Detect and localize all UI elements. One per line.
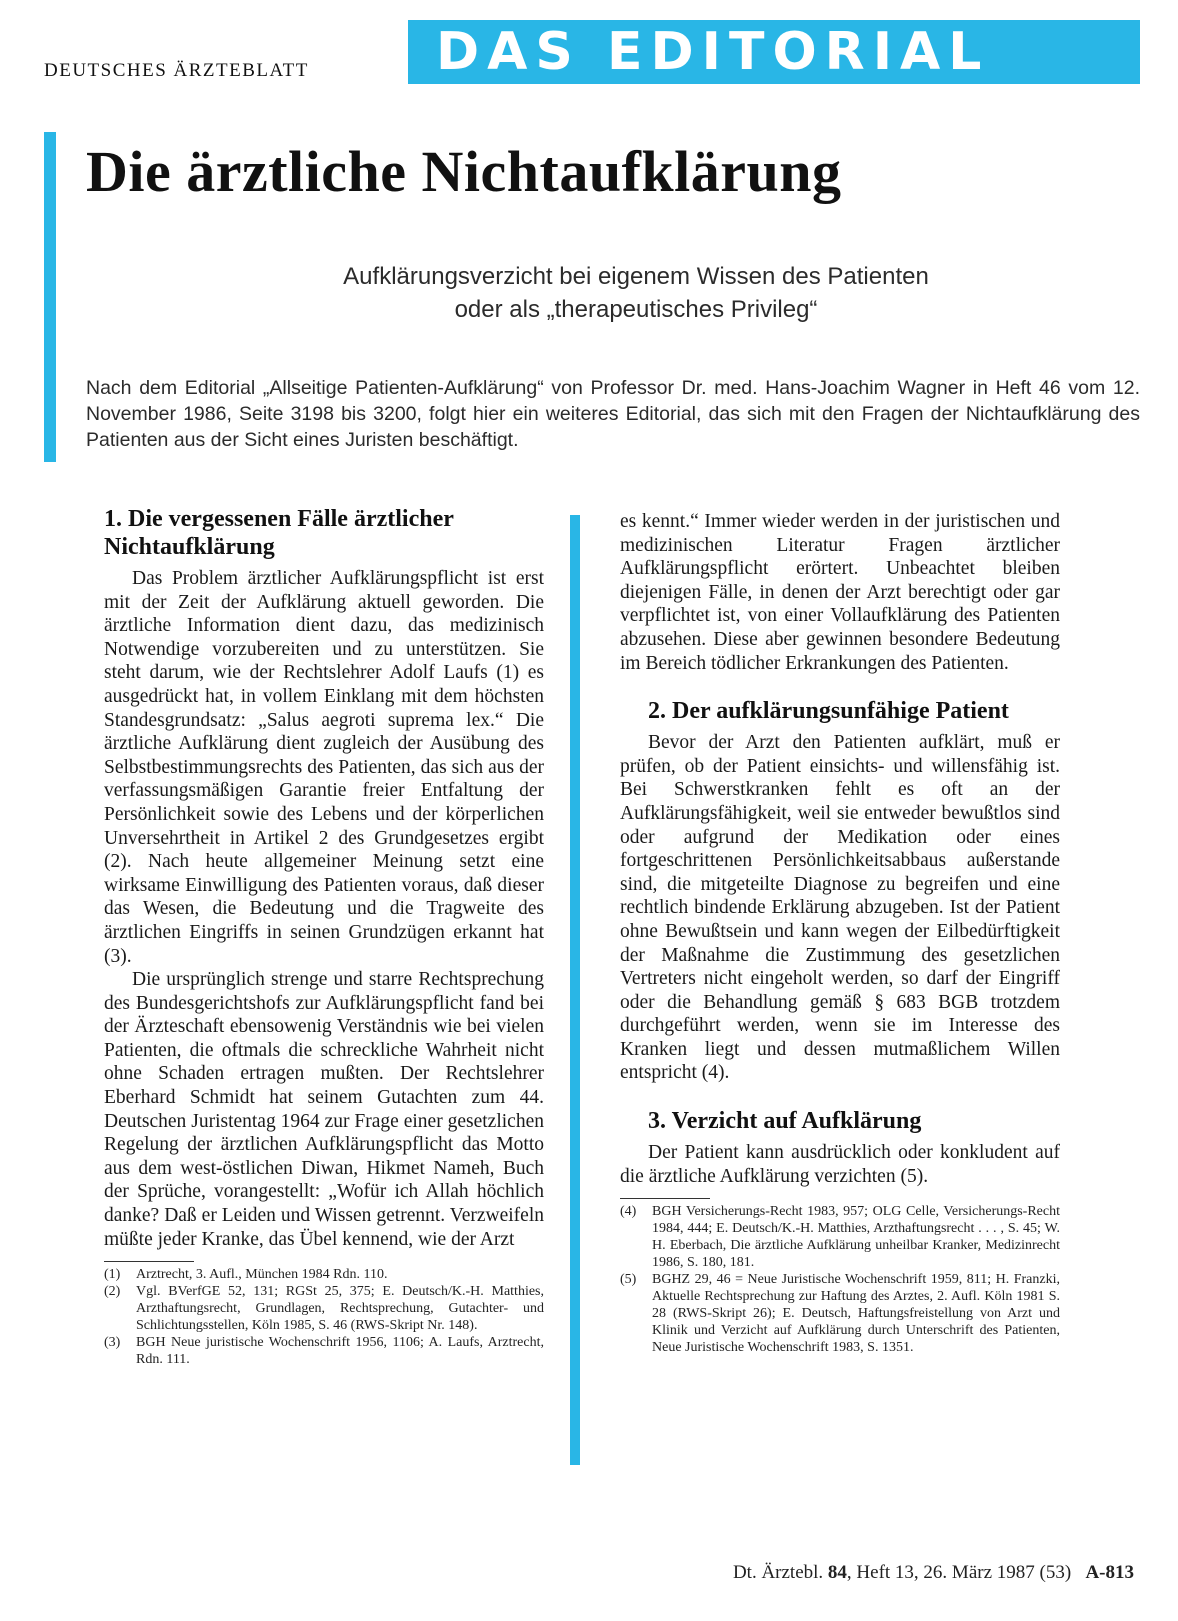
section-1-heading: 1. Die vergessenen Fälle ärztlicher Nichtaufklärung (104, 506, 454, 560)
article-title: Die ärztliche Nichtaufklärung (86, 139, 842, 204)
footer-issue: , Heft 13, 26. März 1987 (53) (846, 1562, 1072, 1583)
section-2-heading: 2. Der aufklärungsunfähige Patient (648, 698, 1009, 725)
page-footer (733, 1562, 1134, 1584)
paragraph: Bevor der Arzt den Patienten aufklärt, muß er prüfen, ob der Patient einsichts- und willensfähig ist. Bei Schwerstkranken fehlt es oft an der Aufklärungsfähigkeit, weil sie entweder bewußtlos sind oder aufgrund der Medikation oder eines fortgeschrittenen Persönlichkeitsabbaus außerstande sind, die mitgeteilte Diagnose zu begreifen und eine rechtlich bindende Erklärung abzugeben. Ist der Patient ohne Bewußtsein und kann wegen der Eilbedürftigkeit der Maßnahme die Zustimmung des gesetzlichen Vertreters nicht eingeholt werden, so darf der Eingriff oder die Behandlung gemäß § 683 BGB trotzdem durchgeführt werden, wenn sie im Interesse des Kranken liegt und dessen mutmaßlichem Willen entspricht (4). (620, 732, 1060, 1084)
footnotes-right (620, 1198, 1060, 1356)
footnote-number: (3) (104, 1335, 121, 1351)
footnote (620, 1271, 1060, 1356)
footnote-text: Arztrecht, 3. Aufl., München 1984 Rdn. 110. (136, 1267, 388, 1283)
footnote-divider (620, 1198, 710, 1199)
footnote-divider (104, 1261, 194, 1262)
section-3-heading: 3. Verzicht auf Aufklärung (648, 1108, 922, 1135)
right-column (620, 510, 1060, 1356)
footnote-number: (2) (104, 1284, 121, 1300)
article-intro: Nach dem Editorial „Allseitige Patienten-Aufklärung“ von Professor Dr. med. Hans-Joachim Wagner in Heft 46 vom 12. November 1986, Seite 3198 bis 3200, folgt hier ein weiteres Editorial, das sich mit den Fragen der Nichtaufklärung des Patienten aus der Sicht eines Juristen beschäftigt. (86, 377, 1140, 451)
footnote (104, 1266, 544, 1283)
section-3 (620, 1107, 1060, 1188)
footnote-number: (5) (620, 1272, 637, 1288)
editorial-banner: DAS EDITORIAL (408, 20, 1140, 84)
footer-journal: Dt. Ärztebl. (732, 1562, 824, 1583)
paragraph: Der Patient kann ausdrücklich oder konkludent auf die ärztliche Aufklärung verzichten (5). (620, 1142, 1060, 1187)
article-subtitle (86, 260, 1178, 326)
publication-name: DEUTSCHES ÄRZTEBLATT (44, 60, 309, 81)
footer-page-number: A-813 (1085, 1562, 1134, 1583)
footnote-text: BGH Versicherungs-Recht 1983, 957; OLG Celle, Versicherungs-Recht 1984, 444; E. Deutsch/K.-H. Matthies, Arzthaftungsrecht . . . , S. 45; W. H. Eberbach, Die ärztliche Aufklärung unheilbar Kranker, Medizinrecht 1986, S. 180, 181. (652, 1204, 1060, 1271)
footnote (104, 1283, 544, 1334)
footnote-text: BGH Neue juristische Wochenschrift 1956, 1106; A. Laufs, Arztrecht, Rdn. 111. (136, 1335, 544, 1368)
paragraph: Das Problem ärztlicher Aufklärungspflicht ist erst mit der Zeit der Aufklärung aktuell geworden. Die ärztliche Information dient dazu, das medizinisch Notwendige vorzubereiten und zu unterstützen. Sie steht darum, wie der Rechtslehrer Adolf Laufs (1) es ausgedrückt hat, in vollem Einklang mit dem höchsten Standesgrundsatz: „Salus aegroti suprema lex.“ Die ärztliche Aufklärung dient zugleich der Ausübung des Selbstbestimmungsrechts des Patienten, das sich aus der verfassungsmäßigen Garantie freier Entfaltung der Persönlichkeit sowie des Lebens und der körperlichen Unversehrtheit in Artikel 2 des Grundgesetzes ergibt (2). Nach heute allgemeiner Meinung setzt eine wirksame Einwilligung des Patienten voraus, daß dieser das Wesen, die Bedeutung und die Tragweite des ärztlichen Eingriffs in seinen Grundzügen erkannt hat (3). (104, 568, 544, 967)
paragraph: es kennt.“ Immer wieder werden in der juristischen und medizinischen Literatur Fragen ärztlicher Aufklärungspflicht erörtert. Unbeachtet bleiben diejenigen Fälle, in denen der Arzt berechtigt oder gar verpflichtet ist, von einer Vollaufklärung des Patienten abzusehen. Diese aber gewinnen besondere Bedeutung im Bereich tödlicher Erkrankungen des Patienten. (620, 511, 1060, 674)
footnote-text: Vgl. BVerfGE 52, 131; RGSt 25, 375; E. Deutsch/K.-H. Matthies, Arzthaftungsrecht, Grundlagen, Rechtsprechung, Gutachter- und Schlichtungsstellen, Köln 1985, S. 46 (RWS-Skript Nr. 148). (136, 1284, 544, 1334)
accent-bar (44, 132, 56, 462)
footnote-text: BGHZ 29, 46 = Neue Juristische Wochenschrift 1959, 811; H. Franzki, Aktuelle Rechtsprechung zur Haftung des Arztes, 2. Aufl. Köln 1981 S. 28 (RWS-Skript 26); E. Deutsch, Haftungsfreistellung von Arzt und Klinik und Verzicht auf Aufklärung durch Unterschrift des Patienten, Neue Juristische Wochenschrift 1983, S. 1351. (652, 1272, 1060, 1356)
section-2 (620, 697, 1060, 1085)
column-divider (570, 515, 580, 1465)
footnote (104, 1334, 544, 1368)
subtitle-line-2: oder als „therapeutisches Privileg“ (454, 296, 818, 323)
left-column (104, 505, 544, 1368)
paragraph: Die ursprünglich strenge und starre Rechtsprechung des Bundesgerichtshofs zur Aufklärungspflicht fand bei der Ärzteschaft ebensowenig Verständnis wie bei vielen Patienten, die oftmals die schreckliche Wahrheit nicht ohne Schaden ertragen mußten. Der Rechtslehrer Eberhard Schmidt hat seinem Gutachten zum 44. Deutschen Juristentag 1964 zur Frage einer gesetzlichen Regelung der ärztlichen Aufklärungspflicht das Motto aus dem west-östlichen Diwan, Hikmet Nameh, Buch der Sprüche, vorangestellt: „Wofür ich Allah höchlich danke? Daß er Leiden und Wissen getrennt. Verzweifeln müßte jeder Kranke, das Übel kennend, wie der Arzt (104, 969, 544, 1250)
footer-volume: 84 (827, 1562, 847, 1583)
subtitle-line-1: Aufklärungsverzicht bei eigenem Wissen des Patienten (343, 263, 929, 290)
footnote-number: (1) (104, 1267, 121, 1283)
footnotes-left (104, 1261, 544, 1368)
footnote-number: (4) (620, 1204, 637, 1220)
footnote (620, 1203, 1060, 1271)
